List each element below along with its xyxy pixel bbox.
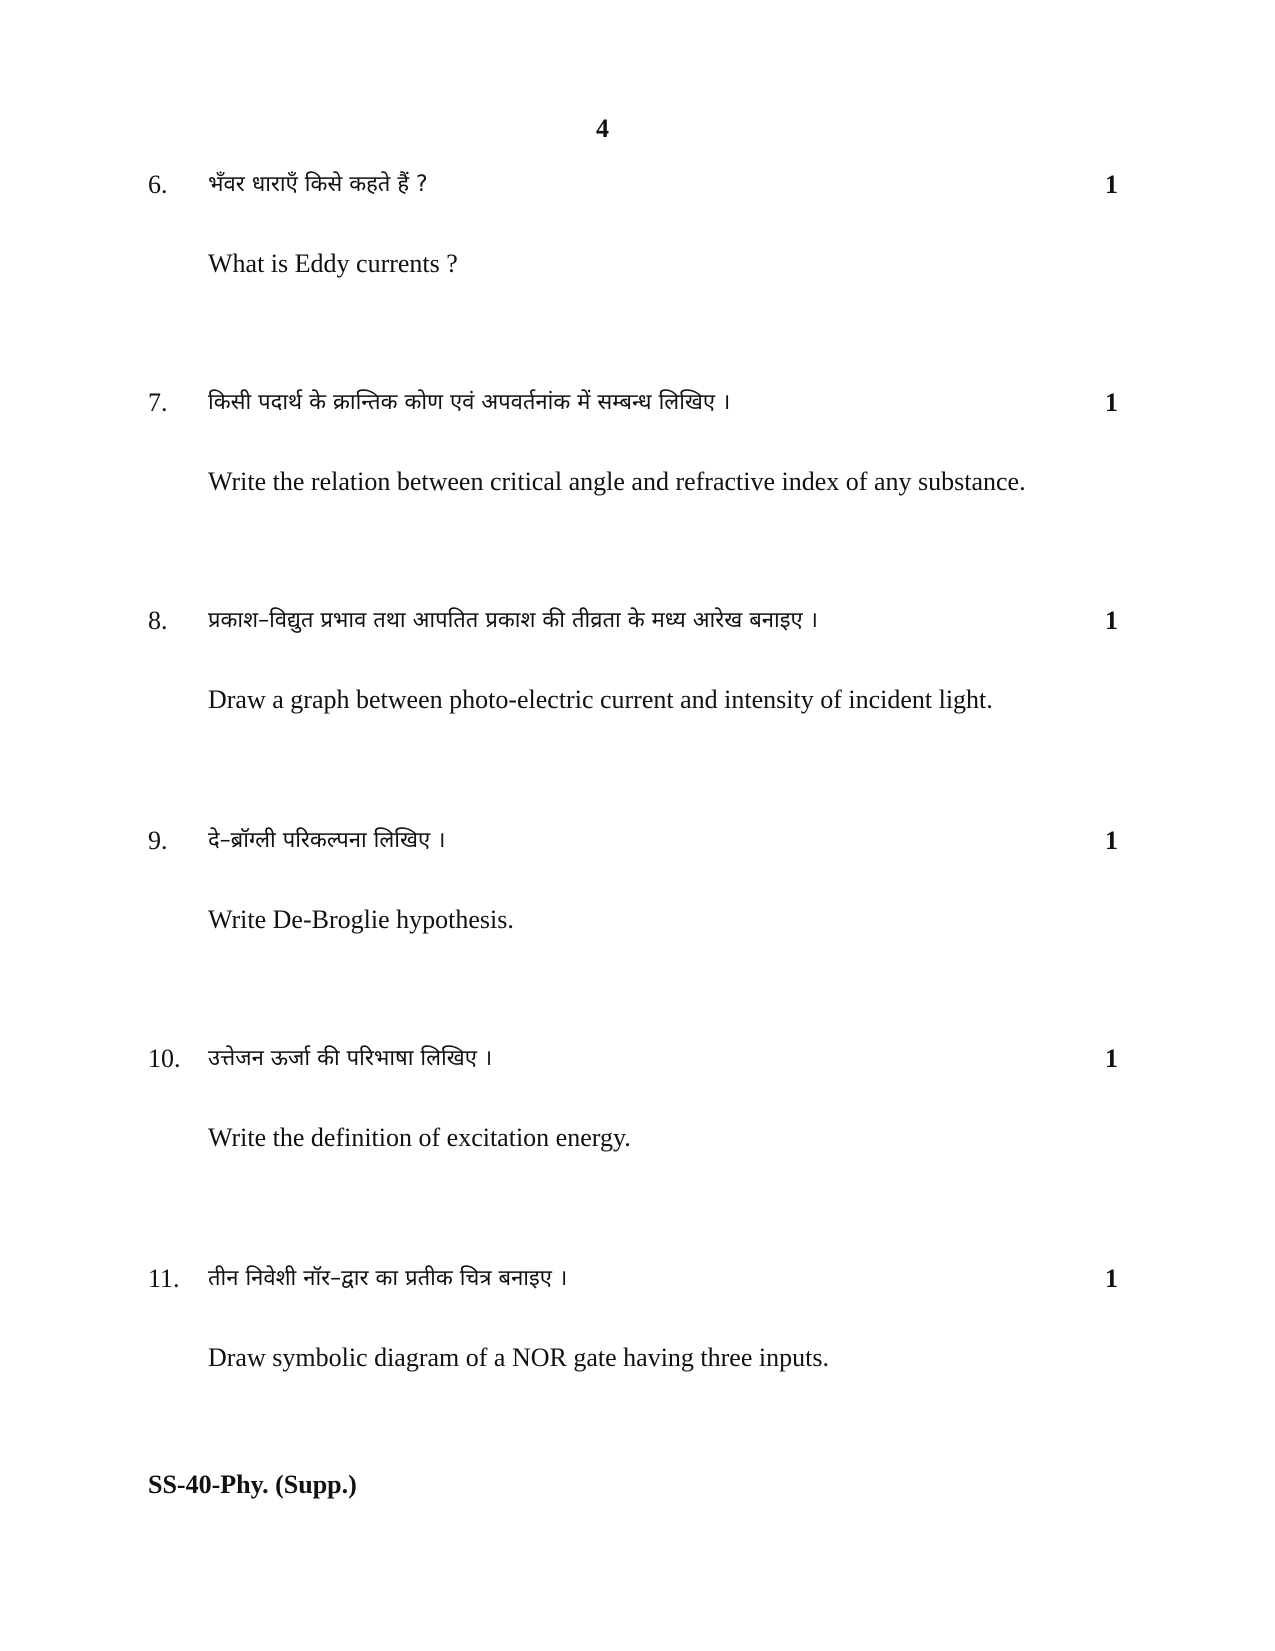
question-text-english: Write the definition of excitation energy. [208, 1123, 631, 1152]
question-number: 10. [148, 1044, 181, 1073]
question-text-hindi: दे–ब्रॉग्ली परिकल्पना लिखिए । [208, 828, 446, 853]
question-text-english: Write the relation between critical angle and refractive index of any substance. [208, 467, 1026, 496]
paper-code: SS-40-Phy. (Supp.) [148, 1470, 357, 1499]
question-number: 11. [148, 1264, 180, 1293]
question-number: 6. [148, 170, 168, 199]
question-text-english: What is Eddy currents ? [208, 249, 458, 278]
question-marks: 1 [1105, 826, 1118, 855]
question-number: 7. [148, 388, 168, 417]
question-text-hindi: किसी पदार्थ के क्रान्तिक कोण एवं अपवर्तनांक में सम्बन्ध लिखिए । [208, 390, 731, 415]
question-text-english: Draw a graph between photo-electric current and intensity of incident light. [208, 685, 993, 714]
question-text-hindi: उत्तेजन ऊर्जा की परिभाषा लिखिए । [208, 1046, 493, 1071]
question-marks: 1 [1105, 606, 1118, 635]
question-marks: 1 [1105, 388, 1118, 417]
question-text-english: Write De-Broglie hypothesis. [208, 905, 514, 934]
question-text-hindi: प्रकाश–विद्युत प्रभाव तथा आपतित प्रकाश की तीव्रता के मध्य आरेख बनाइए । [208, 608, 819, 633]
question-text-hindi: तीन निवेशी नॉर–द्वार का प्रतीक चित्र बनाइए । [208, 1266, 568, 1291]
question-marks: 1 [1105, 1264, 1118, 1293]
question-number: 8. [148, 606, 168, 635]
page-number: 4 [596, 114, 609, 143]
question-text-hindi: भँवर धाराएँ किसे कहते हैं ? [208, 172, 428, 197]
question-text-english: Draw symbolic diagram of a NOR gate having three inputs. [208, 1343, 829, 1372]
question-marks: 1 [1105, 1044, 1118, 1073]
question-number: 9. [148, 826, 168, 855]
question-marks: 1 [1105, 170, 1118, 199]
